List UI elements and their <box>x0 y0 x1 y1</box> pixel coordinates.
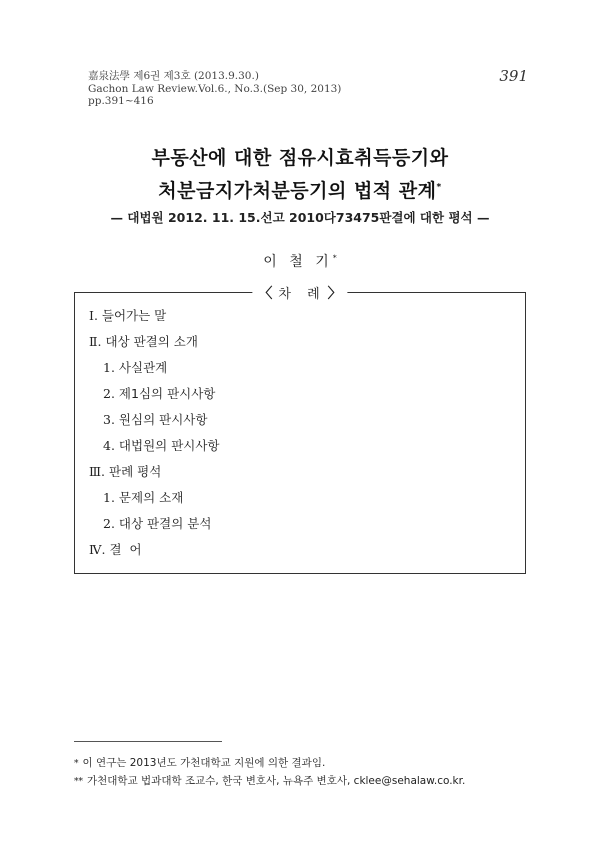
title-footnote-mark: * <box>436 182 442 193</box>
toc-item-label: 대상 판결의 분석 <box>118 516 212 531</box>
footnote-divider <box>74 741 222 742</box>
toc-item-label: 대법원의 판시사항 <box>118 438 220 453</box>
toc-item <box>103 514 211 532</box>
footnote-mark: ** <box>74 777 83 787</box>
toc-item-label: 제1심의 판시사항 <box>118 386 216 401</box>
toc-item <box>89 462 161 480</box>
toc-item <box>89 332 198 350</box>
toc-bracket-left: 〈 <box>258 286 273 302</box>
toc-item-number: 4. <box>103 438 115 453</box>
page-number: 391 <box>499 67 528 85</box>
toc-item-label: 결 어 <box>109 542 142 557</box>
journal-header <box>88 70 341 108</box>
title-line-1: 부동산에 대한 점유시효취득등기와 <box>151 147 449 169</box>
author-footnote-mark: * <box>332 253 337 263</box>
subtitle: — 대법원 2012. 11. 15.선고 2010다73475판결에 대한 평석 — <box>110 210 490 225</box>
toc-item-label: 대상 판결의 소개 <box>105 334 198 349</box>
author <box>0 251 600 271</box>
header-line-3: pp.391~416 <box>88 95 154 107</box>
toc-item-number: Ⅲ. <box>89 464 106 479</box>
toc-item <box>89 540 142 558</box>
footnote <box>74 773 465 788</box>
toc-heading <box>252 283 347 303</box>
title-line-2 <box>0 176 600 203</box>
toc-item <box>89 306 166 324</box>
toc-item-number: 1. <box>103 360 115 375</box>
toc-item-label: 원심의 판시사항 <box>118 412 208 427</box>
toc-item-label: 사실관계 <box>118 360 168 375</box>
toc-item-number: 3. <box>103 412 115 427</box>
footnote-mark: * <box>74 759 79 769</box>
toc-heading-text: 차 례 <box>278 287 326 302</box>
footnote-text: 이 연구는 2013년도 가천대학교 지원에 의한 결과임. <box>82 757 326 769</box>
footnote <box>74 755 325 770</box>
header-line-1: 嘉泉法學 제6권 제3호 (2013.9.30.) <box>88 70 259 82</box>
header-line-2: Gachon Law Review.Vol.6., No.3.(Sep 30, 2013) <box>88 82 342 95</box>
toc-item-label: 들어가는 말 <box>101 308 167 323</box>
author-name: 이 철 기 <box>263 254 333 270</box>
toc-item-number: 2. <box>103 386 115 401</box>
toc-item <box>103 410 207 428</box>
toc-item <box>103 488 183 506</box>
toc-item-number: 2. <box>103 516 115 531</box>
toc-item-number: Ⅰ. <box>89 308 98 323</box>
toc-item-number: Ⅱ. <box>89 334 102 349</box>
toc-item-label: 판례 평석 <box>109 464 162 479</box>
toc-item <box>103 384 215 402</box>
toc-item <box>103 358 167 376</box>
footnote-text: 가천대학교 법과대학 조교수, 한국 변호사, 뉴욕주 변호사, cklee@sehalaw.co.kr. <box>87 775 466 787</box>
toc-bracket-right: 〉 <box>327 286 342 302</box>
toc-item-number: Ⅳ. <box>89 542 106 557</box>
toc-item-number: 1. <box>103 490 115 505</box>
table-of-contents <box>74 286 526 574</box>
toc-item-label: 문제의 소재 <box>118 490 184 505</box>
toc-item <box>103 436 220 454</box>
title-line-2-text: 처분금지가처분등기의 법적 관계 <box>158 180 437 202</box>
